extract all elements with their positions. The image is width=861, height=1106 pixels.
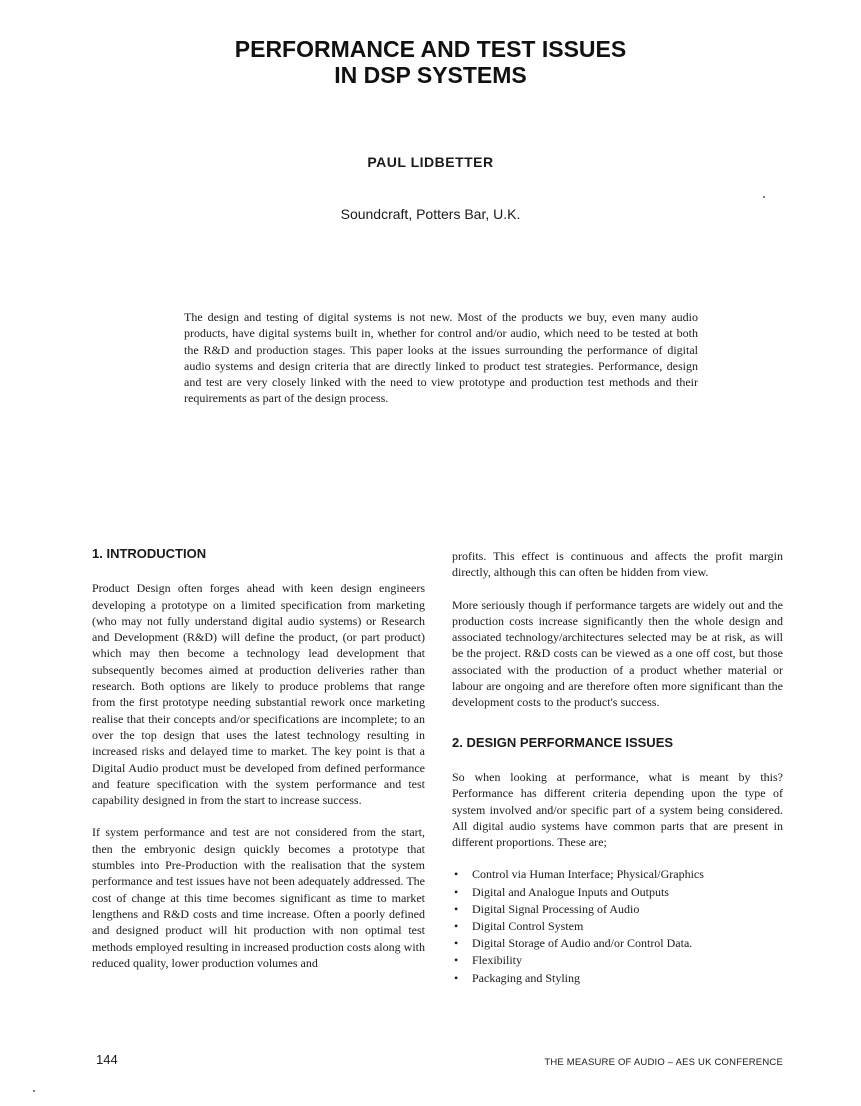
scan-speck: [763, 196, 765, 198]
list-item: • Digital Control System: [452, 918, 783, 935]
list-item: • Packaging and Styling: [452, 970, 783, 987]
intro-paragraph-4: More seriously though if performance targets are widely out and the production costs increase significantly then the whole design and associated technology/architectures selected may be at risk, as will be the project. R&D costs can be viewed as a one off cost, but those associated with the production of a product whether material or labour are ongoing and are therefore often more significant than the development costs to the product's success.: [452, 597, 783, 710]
list-item: • Digital Signal Processing of Audio: [452, 901, 783, 918]
bullet-icon: •: [454, 884, 459, 899]
intro-paragraph-2: If system performance and test are not considered from the start, then the embryonic design quickly becomes a prototype that stumbles into Pre-Production with the realisation that the system performance and test issues have not been adequately addressed. The cost of change at this time becomes significant as time to market lengthens and R&D costs and time increase. Often a poorly defined and designed product will hit production with non optimal test methods employed resulting in increased production costs along with reduced quality, lower production volumes and: [92, 825, 425, 970]
intro-paragraph-3: profits. This effect is continuous and affects the profit margin directly, although this can often be hidden from view.: [452, 549, 783, 580]
list-item: • Flexibility: [452, 952, 783, 969]
paper-title: [0, 36, 861, 88]
conference-footer: THE MEASURE OF AUDIO – AES UK CONFERENCE: [544, 1057, 783, 1068]
author-name: PAUL LIDBETTER: [367, 154, 494, 170]
abstract: The design and testing of digital systems is not new. Most of the products we buy, even many audio products, have digital systems built in, whether for control and/or audio, which need to be tested at both the R&D and production stages. This paper looks at the issues surrounding the performance of digital audio systems and design criteria that are directly linked to product test strategies. Performance, design and test are very closely linked with the need to view prototype and production test methods and their requirements as part of the design process.: [184, 310, 698, 406]
page-number: 144: [96, 1052, 118, 1067]
title-line-1: PERFORMANCE AND TEST ISSUES: [234, 36, 627, 62]
right-column: [452, 548, 783, 987]
section-heading-design-performance: 2. DESIGN PERFORMANCE ISSUES: [452, 734, 674, 750]
design-paragraph-1: So when looking at performance, what is meant by this? Performance has different criteria depending upon the type of system involved and/or specific part of a system being considered. All digital audio systems have common parts that are present in different proportions. These are;: [452, 769, 783, 850]
list-item: • Digital and Analogue Inputs and Outputs: [452, 884, 783, 901]
bullet-icon: •: [454, 901, 459, 916]
list-item: • Control via Human Interface; Physical/Graphics: [452, 866, 783, 883]
bullet-icon: •: [454, 867, 459, 882]
left-column: [92, 546, 425, 971]
bullet-icon: •: [454, 936, 459, 951]
section-heading-introduction: 1. INTRODUCTION: [92, 546, 207, 561]
bullet-icon: •: [454, 953, 459, 968]
bullet-icon: •: [454, 919, 459, 934]
list-item: • Digital Storage of Audio and/or Control Data.: [452, 935, 783, 952]
intro-paragraph-1: Product Design often forges ahead with keen design engineers developing a prototype on a limited specification from marketing (who may not fully understand digital audio systems) or Research and Development (R&D) will define the product, (or part product) which may then become a technology lead development that subsequently becomes aimed at production deliveries rather than research. Both options are likely to produce problems that range from the first prototype needing substantial rework once marketing realise that their concepts and/or specifications are incomplete; to an over the top design that uses the latest technology resulting in increased risks and delayed time to market. The key point is that a Digital Audio product must be developed from defined performance and feature specification with the system performance and test capability designed in from the start to increase success.: [92, 581, 425, 808]
bullet-icon: •: [454, 970, 459, 985]
common-parts-list: [452, 866, 783, 986]
scan-speck: [33, 1090, 35, 1092]
author-affiliation: Soundcraft, Potters Bar, U.K.: [340, 206, 521, 222]
title-line-2: IN DSP SYSTEMS: [334, 62, 527, 88]
